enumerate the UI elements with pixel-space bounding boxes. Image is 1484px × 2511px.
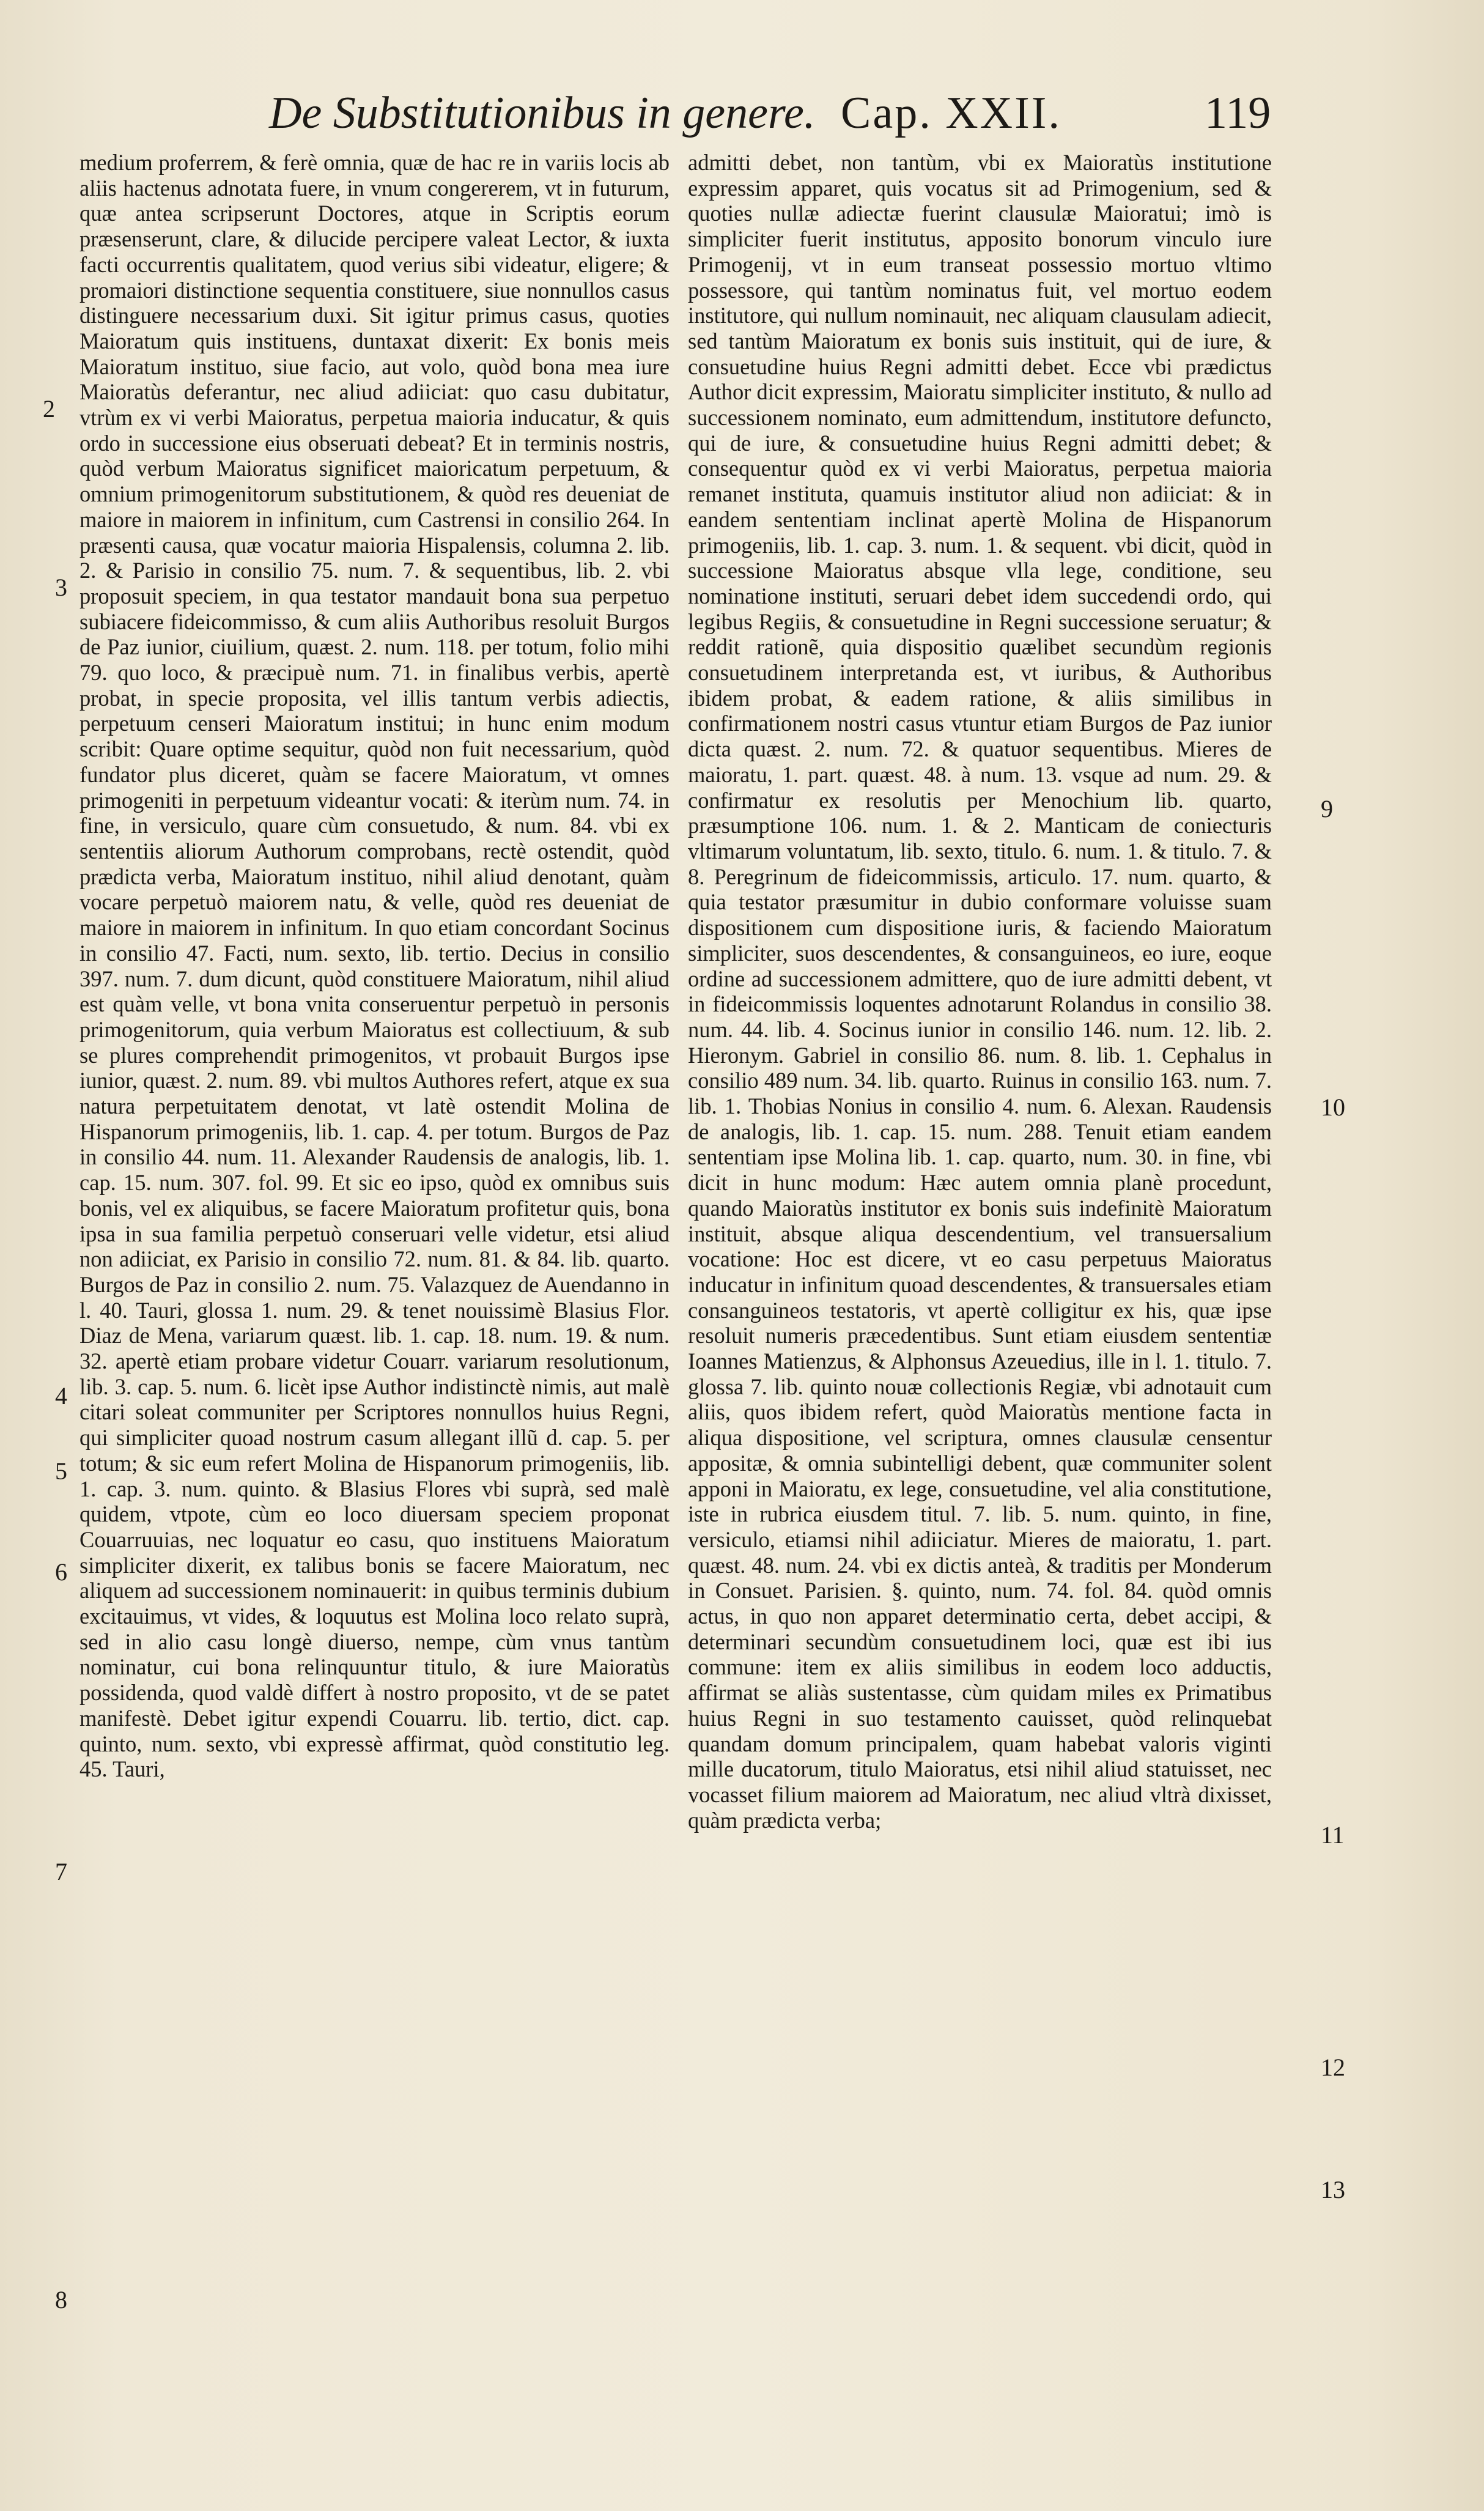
page-number: 119 [1205, 88, 1271, 138]
margin-number: 11 [1321, 1821, 1345, 1849]
margin-number: 2 [43, 395, 55, 423]
margin-number: 9 [1321, 795, 1333, 823]
right-column-text: admitti debet, non tantùm, vbi ex Maioratùs institutione expressim apparet, quis vocatus sit ad Primogenium, sed & quoties nullæ adiectæ fuerint clausulæ Maioratui; imò is simpliciter fuerit institutus, apposito bonorum vinculo iure Primogenij, vt in eum transeat possessio mortuo vltimo possessore, qui tantùm nominatus fuit, vel mortuo eodem institutore, qui nullum nominauit, nec aliquam clausulam adiecit, sed tantùm Maioratum ex bonis suis instituit, qui de iure, & consuetudine huius Regni admitti debet. Ecce vbi prædictus Author dicit expressim, Maioratu simpliciter instituto, & nullo ad successionem nominato, eum admittendum, institutore defuncto, qui de iure, & consuetudine huius Regni admitti debet; & consequentur quòd ex vi verbi Maioratus, perpetua maioria remanet instituta, quamuis institutor aliud non adiiciat: & in eandem sententiam inclinat apertè Molina de Hispanorum primogeniis, lib. 1. cap. 3. num. 1. & sequent. vbi dicit, quòd in successione Maioratus absque vlla lege, conditione, seu nominatione instituti, seruari debet idem succedendi ordo, qui legibus Regiis, & consuetudine in Regni successione seruatur; & reddit rationẽ, quia dispositio quælibet secundùm regionis consuetudinem interpretanda est, vt iuribus, & Authoribus ibidem probat, & eadem ratione, & aliis similibus in confirmationem nostri casus vtuntur etiam Burgos de Paz iunior dicta quæst. 2. num. 72. & quatuor sequentibus. Mieres de maioratu, 1. part. quæst. 48. à num. 13. vsque ad num. 29. & confirmatur ex resolutis per Menochium lib. quarto, præsumptione 106. num. 1. & 2. Manticam de coniecturis vltimarum voluntatum, lib. sexto, titulo. 6. num. 1. & titulo. 7. & 8. Peregrinum de fideicommissis, articulo. 17. num. quarto, & quia testator præsumitur in dubio conformare voluisse suam dispositionem cum dispositione iuris, & faciendo Maioratum simpliciter, suos descendentes, & consanguineos, eo iure, eoque ordine ad successionem admittere, quo de iure admitti debent, vt in fideicommissis loquentes adnotarunt Rolandus in consilio 38. num. 44. lib. 4. Socinus iunior in consilio 146. num. 12. lib. 2. Hieronym. Gabriel in consilio 86. num. 8. lib. 1. Cephalus in consilio 489 num. 34. lib. quarto. Ruinus in consilio 163. num. 7. lib. 1. Thobias Nonius in consilio 4. num. 6. Alexan. Raudensis de analogis, lib. 1. cap. 15. num. 288. Tenuit etiam eandem sententiam ipse Molina lib. 1. cap. quarto, num. 30. in fine, vbi dicit in hunc modum: Hæc autem omnia planè procedunt, quando Maioratùs institutor ex bonis suis indefinitè Maioratum instituit, absque aliqua descendentium, vel transuersalium vocatione: Hoc est dicere, vt eo casu perpetuus Maioratus inducatur in infinitum quoad descendentes, & transuersales etiam consanguineos testatoris, vt apertè colligitur ex his, quæ ipse resoluit numeris præcedentibus. Sunt etiam eiusdem sententiæ Ioannes Matienzus, & Alphonsus Azeuedius, ille in l. 1. titulo. 7. glossa 7. lib. quinto nouæ collectionis Regiæ, vbi adnotauit cum aliis, quos ibidem refert, quòd Maioratùs mentione facta in aliqua dispositione, vel scriptura, omnes clausulæ censentur appositæ, & omnia subintelligi debent, quæ communiter solent apponi in Maioratu, ex lege, consuetudine, vel alia constitutione, iste in rubrica eiusdem titul. 7. lib. 5. num. quinto, in fine, versiculo, etiamsi nihil adiiciatur. Mieres de maioratu, 1. part. quæst. 48. num. 24. vbi ex dictis anteà, & traditis per Monderum in Consuet. Parisien. §. quinto, num. 74. fol. 84. quòd omnis actus, in quo non apparet determinatio certa, debet accipi, & determinari secundùm consuetudinem loci, quæ est ibi ius commune: item ex aliis similibus in eodem loco adductis, affirmat se aliàs sustentasse, cùm quidam miles ex Primatibus huius Regni in suo testamento cauisset, quòd relinquebat quandam domum principalem, quam habebat valoris viginti mille ducatorum, titulo Maioratus, etsi nihil aliud statuisset, nec vocasset filium maiorem ad Maioratum, nec aliud vltrà dixisset, quàm prædicta verba; [688, 150, 1272, 1833]
margin-number: 8 [55, 2286, 67, 2313]
running-title: De Substitutionibus in genere. [269, 88, 816, 138]
right-column [688, 150, 1272, 2492]
margin-number: 7 [55, 1858, 67, 1885]
margin-number: 13 [1321, 2176, 1345, 2203]
margin-number: 3 [55, 574, 67, 601]
margin-number: 10 [1321, 1093, 1345, 1121]
left-column [79, 150, 670, 2492]
chapter-label: Cap. XXII. [841, 88, 1061, 138]
margin-number: 12 [1321, 2054, 1345, 2081]
margin-number: 6 [55, 1558, 67, 1586]
margin-number: 5 [55, 1457, 67, 1485]
running-head [269, 80, 1321, 147]
margin-number: 4 [55, 1382, 67, 1410]
left-column-text: medium proferrem, & ferè omnia, quæ de hac re in variis locis ab aliis hactenus adnotata fuere, in vnum congererem, vt in futurum, quæ antea scripserunt Doctores, atque in Scriptis eorum præsenserunt, clare, & dilucide percipere valeat Lector, & iuxta facti occurrentis qualitatem, quod verius sibi videatur, eligere; & promaiori distinctione sequentia constituere, siue nonnullos casus distinguere necessarium duxi. Sit igitur primus casus, quoties Maioratum quis instituens, duntaxat dixerit: Ex bonis meis Maioratum instituo, siue facio, aut volo, quòd bona mea iure Maioratùs deferantur, nec aliud adiiciat: quo casu dubitatur, vtrùm ex vi verbi Maioratus, perpetua maioria inducatur, & quis ordo in successione eius obseruati debeat? Et in terminis nostris, quòd verbum Maioratus significet maioricatum perpetuum, & omnium primogenitorum substitutionem, & quòd res deueniat de maiore in maiorem in infinitum, cum Castrensi in consilio 264. In præsenti causa, quæ vocatur maioria Hispalensis, columna 2. lib. 2. & Parisio in consilio 75. num. 7. & sequentibus, lib. 2. vbi proposuit speciem, in qua testator mandauit bona sua perpetuo subiacere fideicommisso, & cum aliis Authoribus resoluit Burgos de Paz iunior, ciuilium, quæst. 2. num. 118. per totum, folio mihi 79. quo loco, & præcipuè num. 71. in finalibus verbis, apertè probat, in specie proposita, vel illis tantum verbis adiectis, perpetuum censeri Maioratum institui; in hunc enim modum scribit: Quare optime sequitur, quòd non fuit necessarium, quòd fundator plus diceret, quàm se facere Maioratum, vt omnes primogeniti in perpetuum videantur vocati: & iterùm num. 74. in fine, in versiculo, quare cùm consuetudo, & num. 84. vbi ex sententiis aliorum Authorum comprobans, rectè ostendit, quòd prædicta verba, Maioratum instituo, nihil aliud denotant, quàm vocare perpetuò maiorem natu, & velle, quòd res deueniat de maiore in maiorem in infinitum. In quo etiam concordant Socinus in consilio 47. Facti, num. sexto, lib. tertio. Decius in consilio 397. num. 7. dum dicunt, quòd constituere Maioratum, nihil aliud est quàm velle, vt bona vnita conseruentur perpetuò in personis primogenitorum, quia verbum Maioratus est collectiuum, & sub se plures comprehendit primogenitos, vt probauit Burgos ipse iunior, quæst. 2. num. 89. vbi multos Authores refert, atque ex sua natura perpetuitatem denotat, vt latè ostendit Molina de Hispanorum primogeniis, lib. 1. cap. 4. per totum. Burgos de Paz in consilio 44. num. 11. Alexander Raudensis de analogis, lib. 1. cap. 15. num. 307. fol. 99. Et sic eo ipso, quòd ex omnibus suis bonis, vel ex aliquibus, se facere Maioratum profitetur quis, bona ipsa in sua familia perpetuò conseruari velle videtur, etsi aliud non adiiciat, ex Parisio in consilio 72. num. 81. & 84. lib. quarto. Burgos de Paz in consilio 2. num. 75. Valazquez de Auendanno in l. 40. Tauri, glossa 1. num. 29. & tenet nouissimè Blasius Flor. Diaz de Mena, variarum quæst. lib. 1. cap. 18. num. 19. & num. 32. apertè etiam probare videtur Couarr. variarum resolutionum, lib. 3. cap. 5. num. 6. licèt ipse Author indistinctè nimis, aut malè citari soleat communiter per Scriptores nonnullos huius Regni, qui simpliciter quoad nostrum casum allegant illũ d. cap. 5. per totum; & sic eum refert Molina de Hispanorum primogeniis, lib. 1. cap. 3. num. quinto. & Blasius Flores vbi suprà, sed malè quidem, vtpote, cùm eo loco diuersam speciem proponat Couarruuias, nec loquatur eo casu, quo instituens Maioratum simpliciter dixerit, ex talibus bonis se facere Maioratum, nec aliquem ad successionem nominauerit: in quibus terminis dubium excitauimus, vt vides, & loquutus est Molina loco relato suprà, sed in alio casu longè diuerso, nempe, cùm vnus tantùm nominatur, cui bona relinquuntur titulo, & iure Maioratùs possidenda, quod valdè differt à nostro proposito, vt de se patet manifestè. Debet igitur expendi Couarru. lib. tertio, dict. cap. quinto, num. sexto, vbi expressè affirmat, quòd constitutio leg. 45. Tauri, [79, 150, 670, 1782]
